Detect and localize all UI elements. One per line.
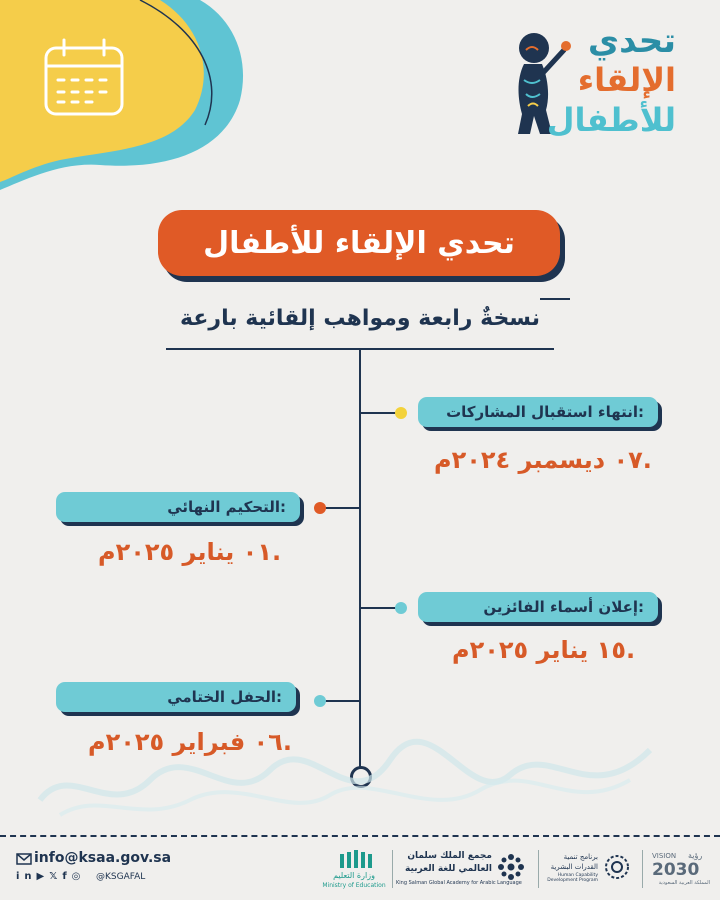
mail-icon (16, 853, 32, 865)
instagram-icon[interactable]: ◎ (71, 871, 86, 882)
timeline-date-3: ١٥ يناير ٢٠٢٥م. (452, 636, 636, 664)
timeline-label-1: انتهاء استقبال المشاركات: (418, 397, 658, 427)
timeline-dot-3 (395, 602, 407, 614)
ministry-name-en: Ministry of Education (322, 882, 386, 889)
timeline-connector-1 (361, 412, 397, 414)
vision-label-en: VISION (652, 852, 677, 860)
timeline-date-4: ٠٦ فبراير ٢٠٢٥م. (88, 728, 292, 756)
ministry-logo-icon (336, 850, 376, 870)
program-name-ar-2: القدرات البشرية (550, 863, 598, 871)
vision-label-ar: رؤية (688, 851, 703, 860)
social-icons (16, 871, 85, 882)
academy-name-en: King Salman Global Academy for Arabic Language (396, 880, 522, 886)
footer-handle[interactable]: @KSGAFAL (96, 872, 146, 882)
decorative-blobs (0, 0, 260, 200)
timeline-connector-2 (324, 507, 360, 509)
timeline-label-2: التحكيم النهائي: (56, 492, 300, 522)
academy-name-ar-2: العالمي للغة العربية (405, 864, 492, 874)
program-name-en: Human Capability Development Program (547, 873, 598, 883)
facebook-icon[interactable]: f (62, 871, 72, 882)
timeline-date-2: ٠١ يناير ٢٠٢٥م. (98, 538, 282, 566)
academy-logo-icon (496, 852, 526, 882)
footer-separator-2 (538, 850, 539, 888)
subtitle-underline-right (540, 298, 570, 300)
ministry-name-ar: وزارة التعليم (333, 871, 375, 880)
title-banner: تحدي الإلقاء للأطفال (158, 210, 560, 276)
program-logo-icon (602, 852, 632, 882)
logo-line-1: تحدي (587, 21, 676, 61)
program-name-ar-1: برنامج تنمية (563, 853, 598, 861)
footer-separator-1 (392, 850, 393, 888)
subtitle: نسخةٌ رابعة ومواهب إلقائية بارعة (180, 306, 540, 331)
timeline-date-1: ٠٧ ديسمبر ٢٠٢٤م. (434, 446, 652, 474)
footer-email[interactable]: info@ksaa.gov.sa (34, 850, 172, 866)
footer-separator-3 (642, 850, 643, 888)
linkedin-icon[interactable]: in (16, 871, 37, 882)
timeline-connector-3 (361, 607, 397, 609)
timeline-label-3: إعلان أسماء الفائزين: (418, 592, 658, 622)
footer-divider (0, 835, 720, 837)
timeline-connector-4 (324, 700, 360, 702)
logo-line-3: للأطفال (546, 101, 676, 139)
timeline-dot-2 (314, 502, 326, 514)
logo-line-2: الإلقاء (577, 61, 676, 99)
youtube-icon[interactable]: ▶ (36, 871, 50, 882)
calligraphy-watermark (30, 720, 670, 830)
vision-kingdom: المملكة العربية السعودية (658, 880, 710, 886)
timeline-dot-1 (395, 407, 407, 419)
x-icon[interactable]: 𝕏 (49, 871, 63, 882)
academy-name-ar-1: مجمع الملك سلمان (407, 851, 492, 861)
vision-year: 2030 (652, 860, 700, 880)
timeline-label-4: الحفل الختامي: (56, 682, 296, 712)
timeline-dot-4 (314, 695, 326, 707)
